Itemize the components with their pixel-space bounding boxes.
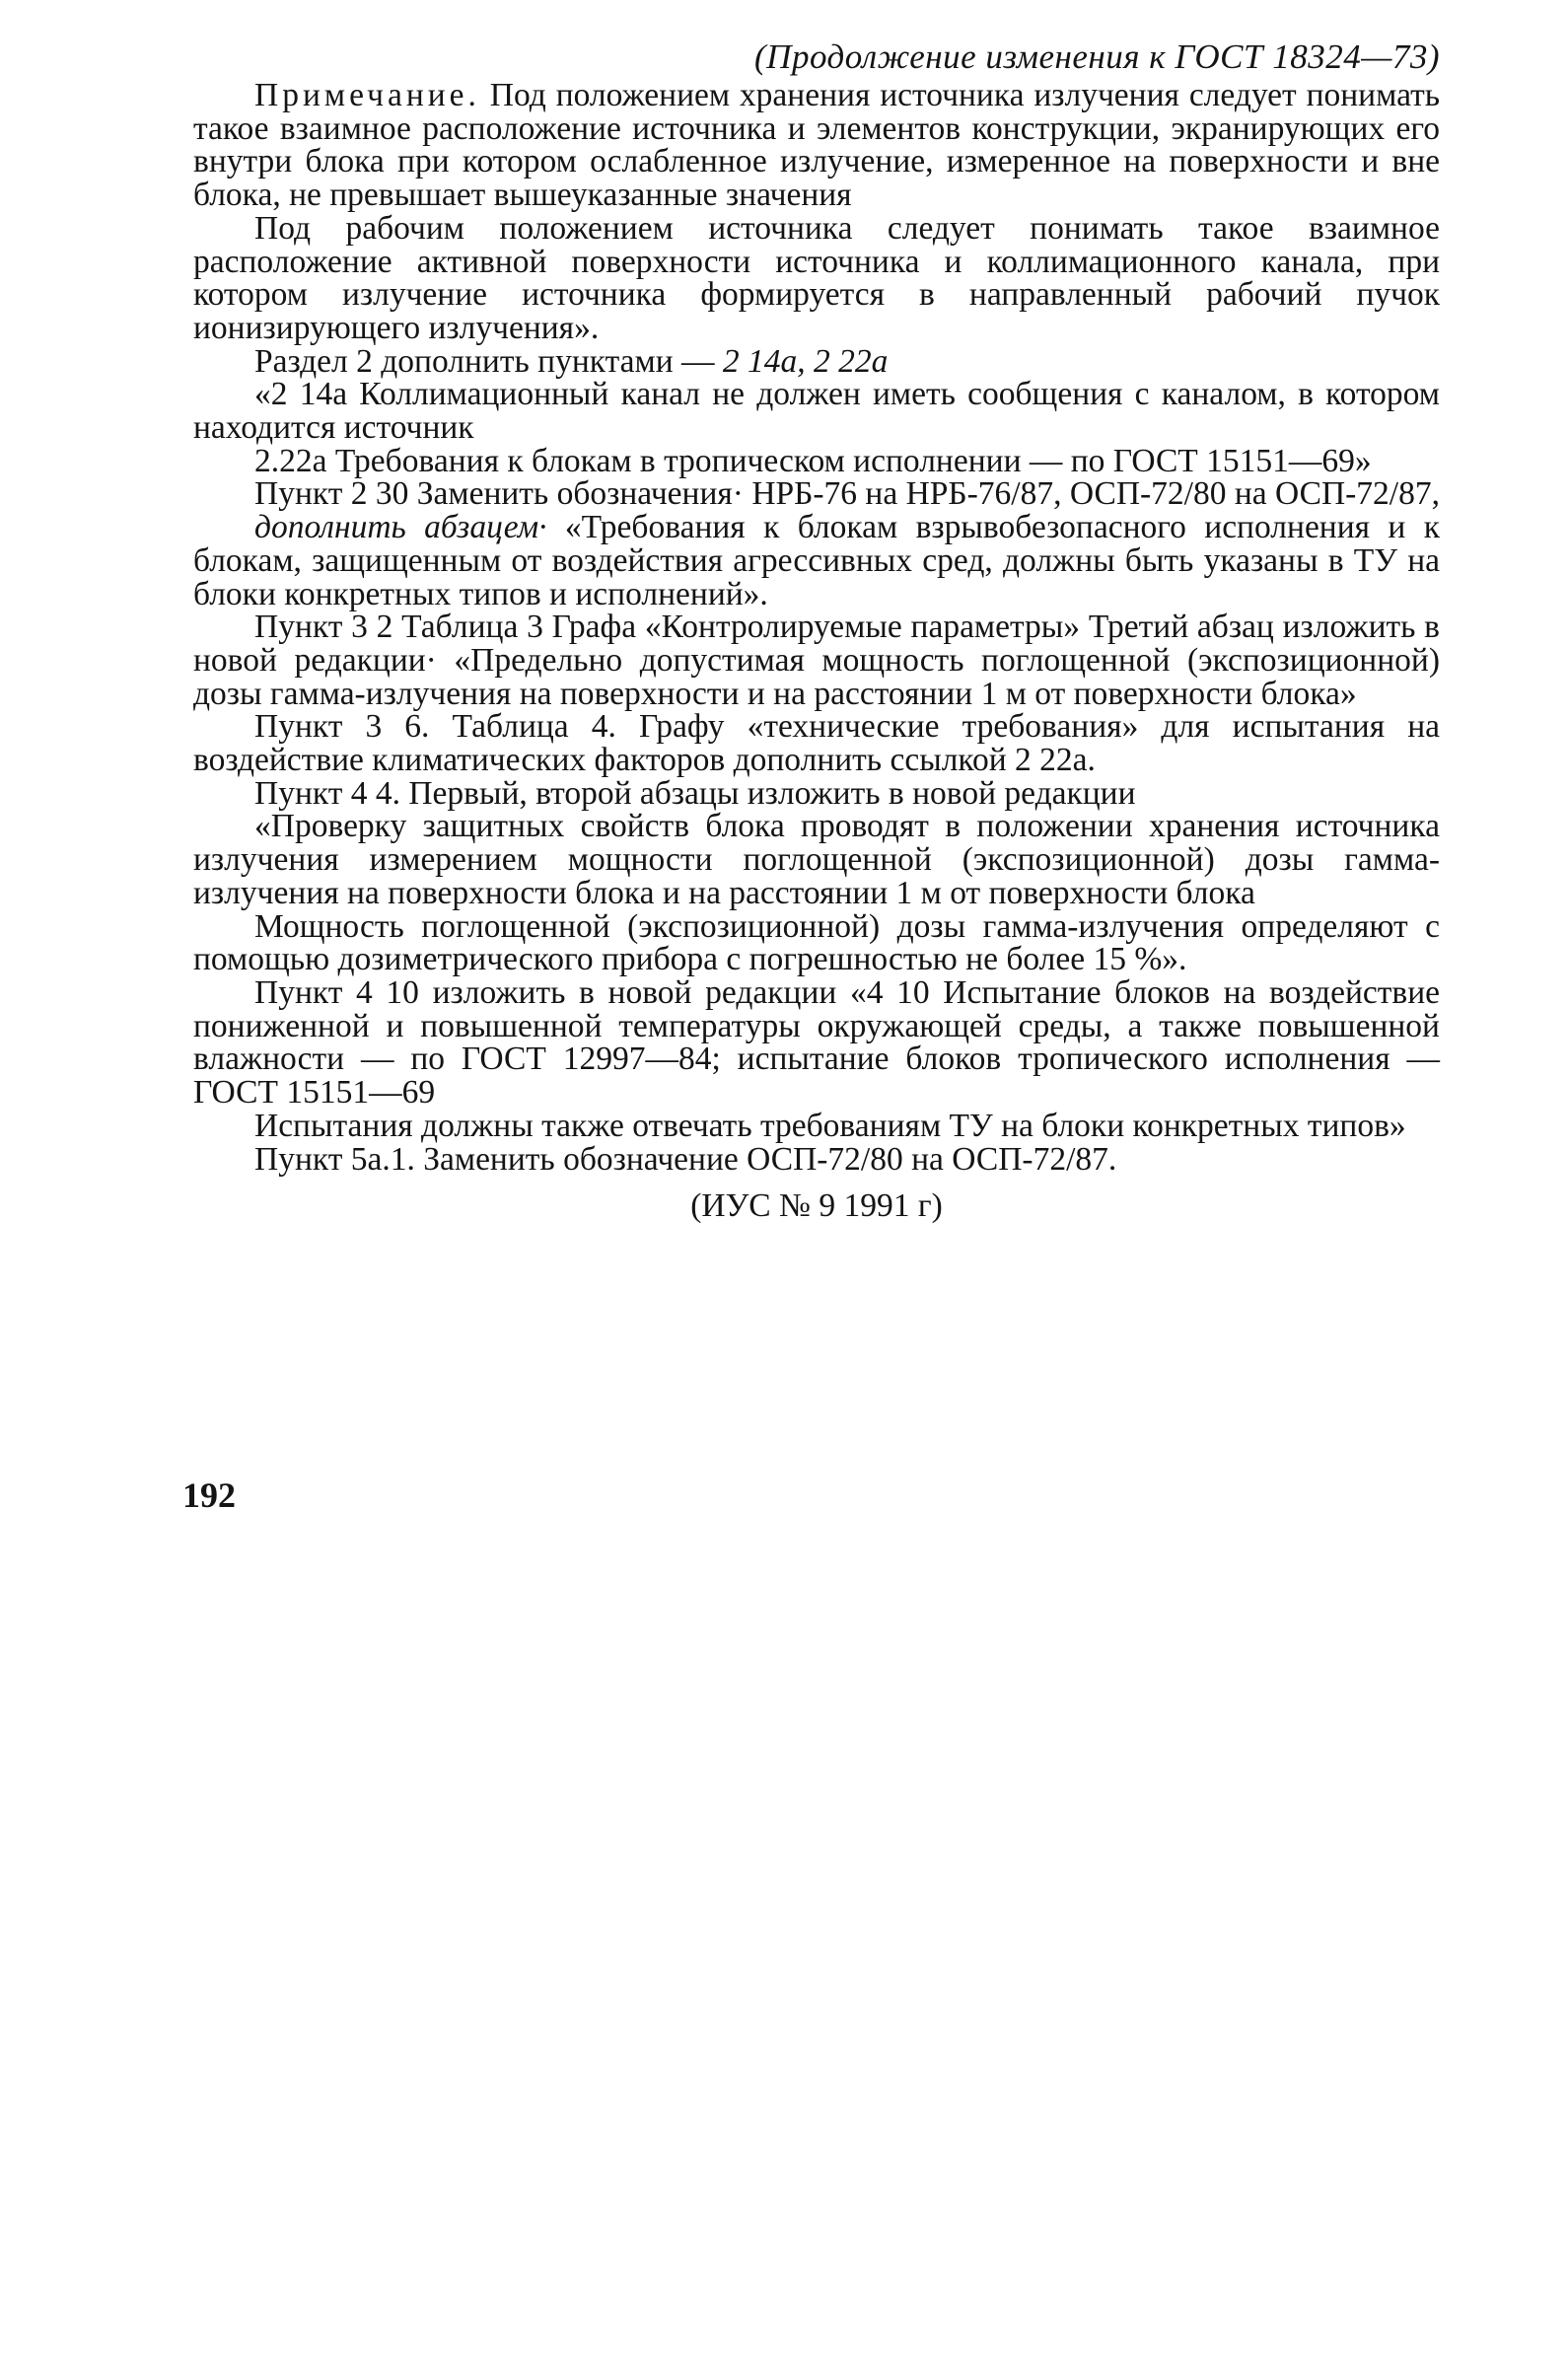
paragraph-section-2: [193, 342, 1440, 380]
paragraph-dose-rate: Мощность поглощенной (экспозиционной) дозы гамма-излучения определяют с помощью дозиметрического прибора с погрешностью не более 15 %».: [193, 907, 1440, 978]
paragraph-3-2: Пункт 3 2 Таблица 3 Графа «Контролируемые параметры» Третий абзац изложить в новой редакции· «Предельно допустимая мощность поглощенной (экспозиционной) дозы гамма-излучения на поверхности и на расстоянии 1 м от поверхности блока»: [193, 609, 1440, 712]
section-2-items: 2 14а, 2 22а: [722, 342, 889, 380]
source-reference: (ИУС № 9 1991 г): [690, 1187, 943, 1225]
paragraph-4-4: Пункт 4 4. Первый, второй абзацы изложить в новой редакции: [254, 774, 1136, 812]
add-abzac-text: «Требования к блокам взрывобезопасного исполнения и к блокам, защищенным от воздействия агрессивных сред, должны быть указаны в ТУ на блоки конкретных типов и исполнений».: [193, 509, 1440, 612]
section-2-text: Раздел 2 дополнить пунктами —: [254, 342, 723, 380]
add-abzac-lead: дополнить абзацем·: [254, 509, 547, 546]
paragraph-5a-1: Пункт 5а.1. Заменить обозначение ОСП-72/80 на ОСП-72/87.: [254, 1140, 1117, 1178]
paragraph-working-position: Под рабочим положением источника следует понимать такое взаимное расположение активной поверхности источника и коллимационного канала, при котором излучение источника формируется в направленный рабочий пучок ионизирующего излучения».: [193, 209, 1440, 346]
paragraph-2-22a: 2.22а Требования к блокам в тропическом исполнении — по ГОСТ 15151—69»: [254, 442, 1372, 479]
paragraph-add-abzac: [193, 511, 1440, 610]
running-header: (Продолжение изменения к ГОСТ 18324—73): [754, 37, 1440, 76]
paragraph-2-14a: «2 14а Коллимационный канал не должен иметь сообщения с каналом, в котором находится источник: [193, 376, 1440, 447]
page-number: 192: [182, 1475, 236, 1515]
note-label: Примечание.: [254, 77, 480, 113]
paragraph-tests-tu: Испытания должны также отвечать требованиям ТУ на блоки конкретных типов»: [254, 1107, 1406, 1144]
note-paragraph: [193, 79, 1440, 212]
paragraph-2-30: Пункт 2 30 Заменить обозначения· НРБ-76 на НРБ-76/87, ОСП-72/80 на ОСП-72/87,: [254, 475, 1440, 513]
document-body: [193, 79, 1440, 1223]
paragraph-check-protection: «Проверку защитных свойств блока проводят в положении хранения источника излучения измерением мощности поглощенной (экспозиционной) дозы гамма-излучения на поверхности блока и на расстоянии 1 м от поверхности блока: [193, 808, 1440, 911]
paragraph-4-10: Пункт 4 10 изложить в новой редакции «4 10 Испытание блоков на воздействие пониженной и повышенной температуры окружающей среды, а также повышенной влажности — по ГОСТ 12997—84; испытание блоков тропического исполнения — ГОСТ 15151—69: [193, 973, 1440, 1112]
note-text: Под положением хранения источника излучения следует понимать такое взаимное расположение источника и элементов конструкции, экранирующих его внутри блока при котором ослабленное излучение, измеренное на поверхности и вне блока, не превышает вышеуказанные значения: [193, 77, 1440, 214]
paragraph-3-6: Пункт 3 6. Таблица 4. Графу «технические требования» для испытания на воздействие климатических факторов дополнить ссылкой 2 22а.: [193, 708, 1440, 779]
